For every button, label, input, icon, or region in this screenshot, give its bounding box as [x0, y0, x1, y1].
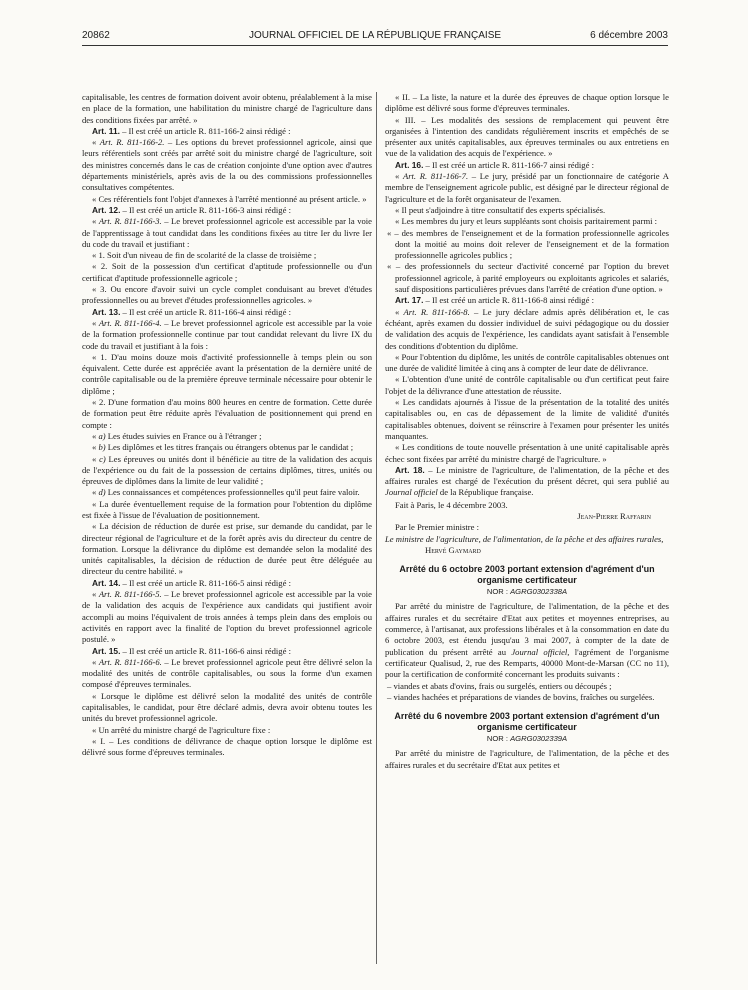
paragraph: « L'obtention d'une unité de contrôle capitalisable ou d'un certificat peut faire l'objet de la délivrance d'une attestation de réussite.: [385, 374, 669, 396]
paragraph: [82, 318, 372, 352]
signing-date: Fait à Paris, le 4 décembre 2003.: [395, 499, 508, 510]
quote-mark: «: [92, 430, 99, 441]
paragraph: capitalisable, les centres de formation doivent avoir obtenu, préalablement à la mise en place de la formation, une habilitation du ministre chargé de l'agriculture dans des conditions fixées par arrêté. »: [82, 92, 372, 125]
paragraph: « III. – Les modalités des sessions de remplacement qui peuvent être organisées à l'intention des candidats régulièrement inscrits et empêchés de se présenter aux unités capitalisables, aux épreuves terminales ou aux entretiens en vue de la validation des acquis de l'expérience. »: [385, 114, 669, 159]
decree-title: Arrêté du 6 octobre 2003 portant extension d'agrément d'un organisme certificateur: [399, 564, 655, 586]
article-14: [82, 578, 372, 589]
quote-mark: «: [92, 656, 99, 667]
article-reference: Art. R. 811-166-7.: [402, 171, 469, 182]
list-item: « 3. Ou encore d'avoir suivi un cycle complet conduisant au brevet d'études professionnelles ou au brevet d'études professionnelles agricoles. »: [82, 284, 372, 306]
article-16: [385, 160, 669, 171]
paragraph: « Les membres du jury et leurs suppléants sont choisis paritairement parmi :: [395, 216, 658, 227]
article-13: [82, 307, 372, 318]
article-text: – Il est créé un article R. 811-166-8 ainsi rédigé :: [423, 295, 594, 306]
paragraph: « La durée éventuellement requise de la formation pour l'obtention du diplôme est fixée à l'issue de l'évaluation de positionnement.: [82, 498, 372, 520]
item-letter: b): [98, 442, 106, 453]
countersign-intro: Par le Premier ministre :: [395, 522, 480, 533]
article-text: – Il est créé un article R. 811-166-6 ainsi rédigé :: [120, 645, 291, 656]
paragraph: « Pour l'obtention du diplôme, les unités de contrôle capitalisables obtenues ont une durée de validité limitée à cinq ans à compter de leur date de délivrance.: [385, 351, 669, 374]
item-text: Les études suivies en France ou à l'étranger ;: [105, 430, 262, 441]
paragraph: « La décision de réduction de durée est prise, sur demande du candidat, par le directeur régional de l'agriculture et de la forêt après avis du directeur du centre de formation. Lorsque la délivrance du diplôme est demandée selon la modalité des unités capitalisables, la décision de réduction de durée peut être déléguée au directeur du centre habilité. »: [82, 521, 372, 577]
list-item: « 2. D'une formation d'au moins 800 heures en centre de formation. Cette durée de formation peut être réduite après l'évaluation de positionnement qui prend en compte :: [82, 397, 372, 430]
quote-mark: «: [395, 306, 404, 317]
article-heading: Art. 14.: [92, 577, 121, 588]
article-text: – Il est créé un article R. 811-166-5 ainsi rédigé :: [120, 577, 291, 588]
quote-mark: «: [92, 137, 100, 148]
right-column: [385, 92, 669, 771]
nor-reference: [385, 586, 669, 597]
article-heading: Art. 16.: [395, 159, 424, 170]
list-item: [82, 442, 372, 453]
dash-item: – viandes hachées et préparations de viandes de bovins, fraîches ou surgelées.: [387, 691, 655, 702]
article-body: – Le brevet professionnel agricole est accessible par la voie de l'apprentissage à tout candidat dans les conditions fixées au titre Ier du livre Ier du code du travail et justifiant :: [82, 216, 372, 249]
paragraph: « I. – Les conditions de délivrance de chaque option lorsque le diplôme est délivré sous forme d'épreuves terminales.: [82, 735, 372, 758]
paragraph: Par arrêté du ministre de l'agriculture, de l'alimentation, de la pêche et des affaires rurales et du secrétaire d'Etat aux petites et: [385, 748, 669, 770]
article-text: – Il est créé un article R. 811-166-7 ainsi rédigé :: [423, 159, 594, 170]
article-reference: Art. R. 811-166-8.: [403, 306, 470, 317]
paragraph: « Lorsque le diplôme est délivré selon la modalité des unités de contrôle capitalisables, le candidat, pour être déclaré admis, devra avoir obtenu toutes les unités du brevet professionnel agricole.: [82, 690, 372, 724]
paragraph: [82, 137, 372, 193]
text: , l'agrément de l'organisme certificateur Qualisud, 2, rue des Remparts, 40000 Mont-de-Marsan (CC no 11), pour la certification de conformité concernant les produits suivants :: [385, 646, 669, 680]
article-17: [385, 295, 669, 306]
article-text: – Il est créé un article R. 811-166-2 ainsi rédigé :: [119, 125, 291, 136]
item-text: Les épreuves ou unités dont il bénéficie au titre de la validation des acquis de l'expérience ou du fait de la possession de certains diplômes, titres, unités ou épreuves de diplômes dans la limite de leur validité ;: [82, 453, 372, 487]
paragraph: [82, 216, 372, 250]
signatory: Jean-Pierre Raffarin: [577, 510, 651, 521]
page-number: 20862: [82, 30, 110, 41]
article-reference: Art. R. 811-166-2.: [99, 137, 165, 148]
list-item: [82, 454, 372, 488]
article-heading: Art. 15.: [92, 645, 121, 656]
article-body: – Le brevet professionnel agricole peut être délivré selon la modalité des unités de contrôle capitalisables, ou sous la forme d'un examen composé d'épreuves terminales.: [82, 656, 373, 690]
item-letter: d): [98, 487, 106, 498]
paragraph: [82, 657, 372, 691]
quote-mark: «: [92, 487, 99, 498]
nor-reference: [385, 733, 669, 744]
list-item: « 1. Soit d'un niveau de fin de scolarité de la classe de troisième ;: [92, 250, 317, 261]
nor-code: AGRG0302338A: [510, 587, 568, 597]
left-column: [82, 92, 372, 759]
article-heading: Art. 12.: [92, 204, 121, 215]
paragraph: [385, 307, 669, 352]
column-divider: [376, 92, 377, 964]
article-heading: Art. 18.: [395, 464, 425, 475]
nor-label: NOR :: [486, 734, 511, 744]
quote-mark: «: [92, 216, 99, 227]
paragraph: « Les candidats ajournés à l'issue de la présentation de la totalité des unités capitalisables ou, en cas de dépassement de la limite de validité d'unités capitalisables obtenues, doivent se réinscrire à l'examen pour présenter les unités manquantes.: [385, 397, 669, 441]
article-heading: Art. 11.: [92, 125, 120, 136]
paragraph: « Il peut s'adjoindre à titre consultatif des experts spécialisés.: [395, 204, 606, 215]
article-11: [82, 126, 372, 137]
paragraph: « Les conditions de toute nouvelle présentation à une unité capitalisable après échec sont fixées par arrêté du ministre chargé de l'agriculture. »: [385, 442, 669, 464]
article-text: – Il est créé un article R. 811-166-4 ainsi rédigé :: [120, 306, 291, 317]
article-heading: Art. 13.: [92, 306, 121, 317]
article-text: – Le ministre de l'agriculture, de l'alimentation, de la pêche et des affaires rurales est chargé de l'exécution du présent décret, qui sera publié au: [385, 464, 669, 487]
dash-item: – viandes et abats d'ovins, frais ou surgelés, entiers ou découpés ;: [387, 680, 612, 691]
header-rule: [82, 45, 668, 46]
article-reference: Art. R. 811-166-5.: [98, 589, 162, 600]
list-item: « 1. D'au moins douze mois d'activité professionnelle à temps plein ou son équivalent. Cette durée est appréciée avant la présentation de la dernière unité de contrôle capitalisable ou de la première épreuve terminale nécessaire pour obtenir le diplôme ;: [82, 351, 372, 396]
list-item: « 2. Soit de la possession d'un certificat d'aptitude professionnelle ou d'un certificat d'aptitude professionnelle agricole ;: [82, 261, 372, 283]
article-heading: Art. 17.: [395, 295, 424, 306]
item-letter: c): [99, 453, 106, 464]
article-body: – Les options du brevet professionnel agricole, ainsi que leurs référentiels sont créés par arrêté soit du ministre chargé de l'agriculture, soit des ministres concernés dans le cas de création conjointe d'une option avec d'autres départements ministériels, après avis de la ou des commissions professionnelles consultatives compétentes.: [82, 137, 372, 193]
minister-name: Hervé Gaymard: [425, 544, 481, 555]
item-text: Les connaissances et compétences professionnelles qu'il peut faire valoir.: [105, 487, 360, 498]
paragraph: « II. – La liste, la nature et la durée des épreuves de chaque option lorsque le diplôme est délivré sous forme d'épreuves terminales.: [385, 92, 669, 114]
article-reference: Art. R. 811-166-6.: [98, 656, 162, 667]
paragraph: « Ces référentiels font l'objet d'annexes à l'arrêté mentionné au présent article. »: [92, 193, 367, 204]
decree-title: Arrêté du 6 novembre 2003 portant extension d'agrément d'un organisme certificateur: [394, 711, 660, 733]
article-body: – Le brevet professionnel agricole est accessible par la voie de la formation professionnelle continue par tout candidat relevant du livre IX du code du travail et justifiant à la fois :: [82, 317, 372, 351]
article-15: [82, 646, 372, 657]
quote-mark: «: [92, 453, 100, 464]
text: Par arrêté du ministre de l'agriculture, de l'alimentation, de la pêche et des affaires rurales et du secrétaire d'Etat aux petites et moyennes entreprises, au commerce, à l'artisanat, aux professions libérales et à la consommation en date du 6 octobre 2003, est étendu jusqu'au 3 mai 2007, à compter de la date de publication du présent arrêté au: [385, 601, 669, 657]
paragraph: « Un arrêté du ministre chargé de l'agriculture fixe :: [92, 724, 271, 735]
paragraph: [385, 601, 669, 680]
article-text-end: de la République française.: [437, 487, 534, 498]
nor-label: NOR :: [486, 587, 511, 597]
journal-reference: Journal officiel: [385, 487, 438, 498]
issue-date: 6 décembre 2003: [590, 30, 668, 41]
quote-mark: «: [92, 442, 99, 453]
list-item: [82, 431, 372, 442]
dash-item: « – des membres de l'enseignement et de la formation professionnelle agricoles dont la moitié au moins doit relever de l'enseignement et de la formation professionnelle agricoles publics ;: [387, 227, 669, 261]
minister-title: Le ministre de l'agriculture, de l'alimentation, de la pêche et des affaires rurales,: [385, 533, 664, 544]
paragraph: [385, 171, 669, 205]
article-12: [82, 205, 372, 216]
item-letter: a): [98, 430, 106, 441]
nor-code: AGRG0302339A: [510, 734, 568, 744]
item-text: Les diplômes et les titres français ou étrangers obtenus par le candidat ;: [105, 442, 354, 453]
article-body: – Le jury déclare admis après délibération et, le cas échéant, après examen du dossier individuel de suivi pédagogique ou du dossier de validation des acquis de l'expérience, les candidats ayant satisfait à l'ensemble des conditions d'obtention du diplôme.: [385, 306, 669, 351]
list-item: [82, 487, 372, 498]
journal-title: JOURNAL OFFICIEL DE LA RÉPUBLIQUE FRANÇAISE: [248, 30, 502, 41]
article-reference: Art. R. 811-166-3.: [98, 216, 162, 227]
page-header: [82, 30, 668, 44]
article-text: – Il est créé un article R. 811-166-3 ainsi rédigé :: [120, 204, 291, 215]
article-body: – Le jury, présidé par un fonctionnaire de catégorie A membre de l'enseignement agricole public, est désigné par le directeur régional de l'agriculture et de la forêt organisateur de l'examen.: [385, 171, 669, 204]
article-body: – Le brevet professionnel agricole est accessible par la voie de la validation des acquis de l'expérience aux candidats qui justifient avoir accompli au moins l'équivalent de trois années à temps plein dans des emplois ou activités en rapport avec la finalité de l'option du brevet professionnel agricole postulé. »: [82, 589, 372, 645]
article-reference: Art. R. 811-166-4.: [98, 317, 162, 328]
article-18: [385, 465, 669, 499]
quote-mark: «: [92, 589, 99, 600]
dash-item: « – des professionnels du secteur d'activité concerné par l'option du brevet professionnel agricole, à parité employeurs ou exploitants agricoles et salariés, sauf dispositions particulières prévues dans l'arrêté de création d'une option. »: [387, 261, 669, 295]
journal-reference: Journal officiel: [511, 646, 568, 657]
quote-mark: «: [395, 171, 403, 182]
quote-mark: «: [92, 317, 99, 328]
paragraph: [82, 589, 372, 645]
